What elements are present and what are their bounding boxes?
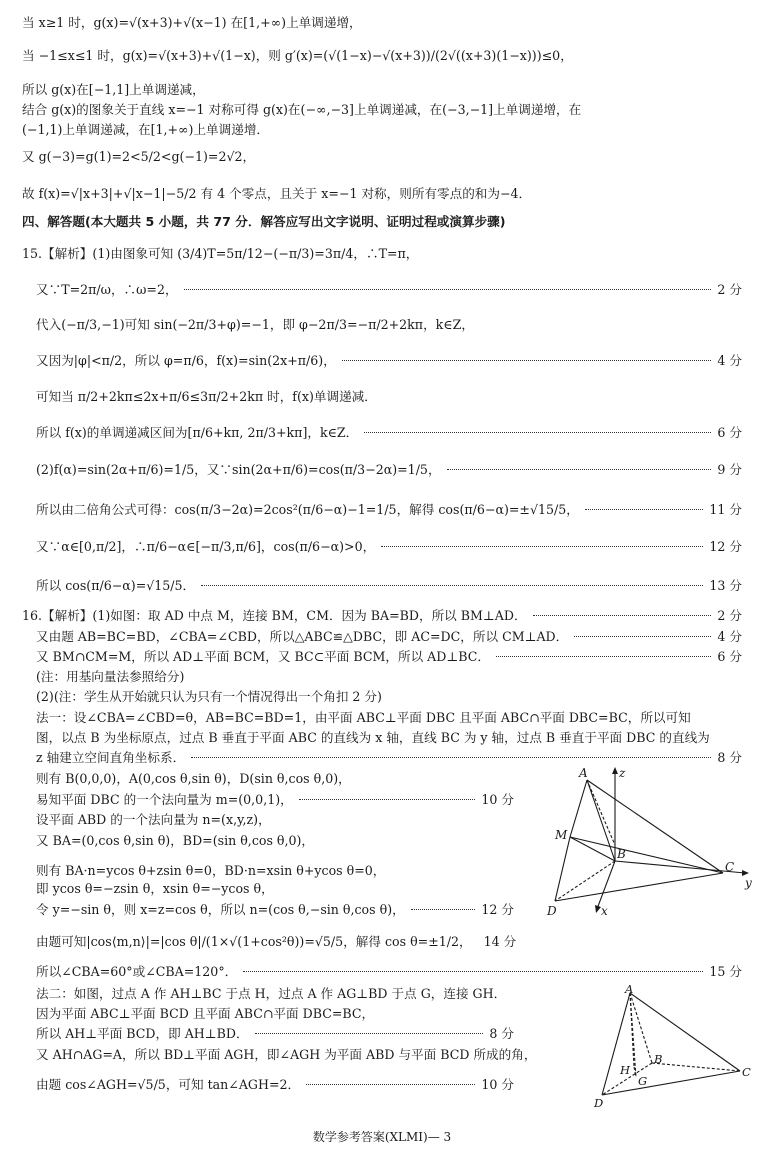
label-D: D <box>594 1096 604 1110</box>
score-label: 15 分 <box>709 964 742 979</box>
score-label: 9 分 <box>717 462 742 477</box>
solution-line <box>36 1046 584 1063</box>
solution-line <box>36 281 742 298</box>
solution-line <box>36 424 742 441</box>
edge-BC <box>652 1063 740 1071</box>
line-text: 16.【解析】(1)如图：取 AD 中点 M，连接 BM，CM．因为 BA=BD，所以 BM⊥AD． <box>22 608 527 623</box>
text-line: 当 x≥1 时，g(x)=√(x+3)+√(x−1) 在[1,+∞)上单调递增， <box>22 15 362 30</box>
text-line: 又 g(−3)=g(1)=2<5/2<g(−1)=2√2， <box>22 149 256 164</box>
score-label: 10 分 <box>481 792 514 807</box>
score-label: 11 分 <box>709 502 742 517</box>
solution-line <box>36 862 514 879</box>
solution-line <box>36 832 514 849</box>
label-C: C <box>725 860 735 874</box>
leader-dots <box>299 799 476 800</box>
leader-dots <box>574 636 711 637</box>
solution-line <box>36 1076 514 1093</box>
text-line: (−1,1)上单调递减，在[1,+∞)上单调递增． <box>22 122 270 137</box>
solution-line <box>36 770 514 787</box>
line-text: 由题 cos∠AGH=√5/5，可知 tan∠AGH=2． <box>36 1077 301 1092</box>
label-G: G <box>638 1074 648 1088</box>
line-text: 所以 AH⊥平面 BCD，即 AH⊥BD． <box>36 1026 249 1041</box>
line-text: 代入(−π/3,−1)可知 sin(−2π/3+φ)=−1，即 φ−2π/3=−π/2+2kπ，k∈Z， <box>36 317 474 332</box>
line-text: 所以 cos(π/6−α)=√15/5． <box>36 578 196 593</box>
leader-dots <box>243 971 703 972</box>
solution-line <box>36 388 742 405</box>
solution-line <box>36 648 742 665</box>
edge-AG <box>630 993 636 1077</box>
solution-line <box>36 729 742 746</box>
score-label: 8 分 <box>717 750 742 765</box>
score-label: 12 分 <box>481 902 514 917</box>
line-text: (2)f(α)=sin(2α+π/6)=1/5，又∵sin(2α+π/6)=cos(π/3−2α)=1/5， <box>36 462 441 477</box>
score-label: 6 分 <box>717 425 742 440</box>
line-text: 又∵T=2π/ω，∴ω=2， <box>36 282 178 297</box>
leader-dots <box>201 585 703 586</box>
line-text: 则有 BA·n=ycos θ+zsin θ=0，BD·n=xsin θ+ycos θ=0， <box>36 863 386 878</box>
line-text: 所以 f(x)的单调递减区间为[π/6+kπ, 2π/3+kπ]，k∈Z． <box>36 425 359 440</box>
label-M: M <box>555 828 568 842</box>
leader-dots <box>184 289 712 290</box>
text-line: 结合 g(x)的图象关于直线 x=−1 对称可得 g(x)在(−∞,−3]上单调递减，在(−3,−1]上单调递增，在 <box>22 102 582 117</box>
line-text: 所以∠CBA=60°或∠CBA=120°． <box>36 964 238 979</box>
solution-line <box>36 880 514 897</box>
solution-line <box>36 933 517 950</box>
edge-MD <box>555 837 570 901</box>
line-text: 又∵α∈[0,π/2]，∴π/6−α∈[−π/3,π/6]，cos(π/6−α)>0， <box>36 539 376 554</box>
line-text: 又 BA=(0,cos θ,sin θ)，BD=(sin θ,cos θ,0)， <box>36 833 315 848</box>
solution-line <box>36 1005 514 1022</box>
line-text: 又 BM∩CM=M，所以 AD⊥平面 BCM，又 BC⊂平面 BCM，所以 AD⊥BC． <box>36 649 490 664</box>
edge-AB <box>630 993 652 1063</box>
line-text: 设平面 ABD 的一个法向量为 n=(x,y,z)， <box>36 812 271 827</box>
label-H: H <box>620 1063 631 1077</box>
leader-dots <box>496 656 711 657</box>
text-line: 当 −1≤x≤1 时，g(x)=√(x+3)+√(1−x)，则 g′(x)=(√(1−x)−√(x+3))/(2√((x+3)(1−x)))≤0， <box>22 48 573 63</box>
score-label: 14 分 <box>483 934 517 949</box>
solution-line <box>36 985 514 1002</box>
line-text: 又因为|φ|<π/2，所以 φ=π/6，f(x)=sin(2x+π/6)， <box>36 353 336 368</box>
solution-line <box>22 245 742 262</box>
leader-dots <box>533 615 712 616</box>
line-text: 15.【解析】(1)由图象可知 (3/4)T=5π/12−(−π/3)=3π/4，∴T=π， <box>22 246 419 261</box>
solution-line <box>36 538 742 555</box>
text-line: 故 f(x)=√|x+3|+√|x−1|−5/2 有 4 个零点，且关于 x=−1 对称，则所有零点的和为−4． <box>22 186 532 201</box>
line-text: (注：用基向量法参照给分) <box>36 669 185 684</box>
solution-line <box>36 791 514 808</box>
line-text: (2)(注：学生从开始就只认为只有一个情况得出一个角扣 2 分) <box>36 689 382 704</box>
solution-line <box>36 963 742 980</box>
line-text: 所以由二倍角公式可得：cos(π/3−2α)=2cos²(π/6−α)−1=1/5，解得 cos(π/6−α)=±√15/5， <box>36 502 579 517</box>
leader-dots <box>585 509 704 510</box>
line-text: 法一：设∠CBA=∠CBD=θ，AB=BC=BD=1，由平面 ABC⊥平面 DBC 且平面 ABC∩平面 DBC=BC，所以可知 <box>36 710 691 725</box>
score-label: 8 分 <box>489 1026 514 1041</box>
label-B: B <box>654 1052 663 1066</box>
leader-dots <box>411 909 476 910</box>
z-arrow <box>612 767 618 774</box>
solution-line <box>36 577 742 594</box>
edge-BD <box>555 861 615 901</box>
score-label: 13 分 <box>709 578 742 593</box>
leader-dots <box>342 360 712 361</box>
line-text: 令 y=−sin θ，则 x=z=cos θ，所以 n=(cos θ,−sin θ,cos θ)， <box>36 902 405 917</box>
line-text: 又 AH∩AG=A，所以 BD⊥平面 AGH，即∠AGH 为平面 ABD 与平面 BCD 所成的角， <box>36 1047 537 1062</box>
line-text: 因为平面 ABC⊥平面 BCD 且平面 ABC∩平面 DBC=BC， <box>36 1006 375 1021</box>
line-text: 法二：如图，过点 A 作 AH⊥BC 于点 H，过点 A 作 AG⊥BD 于点 G，连接 GH． <box>36 986 507 1001</box>
line-text: 易知平面 DBC 的一个法向量为 m=(0,0,1)， <box>36 792 293 807</box>
solution-line <box>36 749 742 766</box>
leader-dots <box>191 757 711 758</box>
label-A: A <box>625 985 634 996</box>
solution-line <box>36 628 742 645</box>
solution-line <box>36 1025 514 1042</box>
text-line: 所以 g(x)在[−1,1]上单调递减， <box>22 82 205 97</box>
label-y: y <box>745 876 752 890</box>
solution-line <box>22 607 742 624</box>
edge-MC <box>570 837 723 873</box>
section-header: 四、解答题(本大题共 5 小题，共 77 分．解答应写出文字说明、证明过程或演算步骤) <box>22 214 506 229</box>
line-text: 由题可知|cos⟨m,n⟩|=|cos θ|/(1×√(1+cos²θ))=√5/5，解得 cos θ=±1/2， <box>36 934 472 949</box>
label-B: B <box>617 847 626 861</box>
leader-dots <box>364 432 711 433</box>
solution-line <box>36 501 742 518</box>
solution-line <box>36 688 742 705</box>
leader-dots <box>255 1033 484 1034</box>
score-label: 4 分 <box>717 353 742 368</box>
line-text: 即 ycos θ=−zsin θ，xsin θ=−ycos θ， <box>36 881 274 896</box>
line-text: 可知当 π/2+2kπ≤2x+π/6≤3π/2+2kπ 时，f(x)单调递减． <box>36 389 377 404</box>
solution-line <box>36 316 742 333</box>
edge-AC <box>630 993 740 1071</box>
line-text: 又由题 AB=BC=BD，∠CBA=∠CBD，所以△ABC≌△DBC，即 AC=DC，所以 CM⊥AD． <box>36 629 569 644</box>
line-text: z 轴建立空间直角坐标系． <box>36 750 186 765</box>
line-text: 图，以点 B 为坐标原点，过点 B 垂直于平面 ABC 的直线为 x 轴，直线 BC 为 y 轴，过点 B 垂直于平面 DBC 的直线为 <box>36 730 710 745</box>
solution-line <box>36 901 514 918</box>
edge-AM <box>570 780 587 837</box>
edge-DC <box>555 873 723 901</box>
label-A: A <box>579 766 588 780</box>
figure-tetrahedron-heights <box>590 985 760 1110</box>
figure-tetrahedron-coordinates <box>545 765 755 920</box>
solution-line <box>36 709 742 726</box>
leader-dots <box>447 469 712 470</box>
label-D: D <box>547 904 557 918</box>
solution-line <box>36 461 742 478</box>
solution-line <box>36 668 742 685</box>
line-text: 则有 B(0,0,0)，A(0,cos θ,sin θ)，D(sin θ,cos θ,0)， <box>36 771 351 786</box>
leader-dots <box>306 1084 475 1085</box>
label-C: C <box>742 1065 751 1079</box>
score-label: 4 分 <box>717 629 742 644</box>
leader-dots <box>381 546 703 547</box>
score-label: 6 分 <box>717 649 742 664</box>
x-axis <box>597 861 615 909</box>
score-label: 12 分 <box>709 539 742 554</box>
solution-line <box>36 811 514 828</box>
score-label: 2 分 <box>717 608 742 623</box>
page-footer: 数学参考答案(XLMI)— 3 <box>312 1130 452 1144</box>
label-x: x <box>601 904 608 918</box>
solution-line <box>36 352 742 369</box>
score-label: 2 分 <box>717 282 742 297</box>
score-label: 10 分 <box>481 1077 514 1092</box>
label-z: z <box>619 766 626 780</box>
